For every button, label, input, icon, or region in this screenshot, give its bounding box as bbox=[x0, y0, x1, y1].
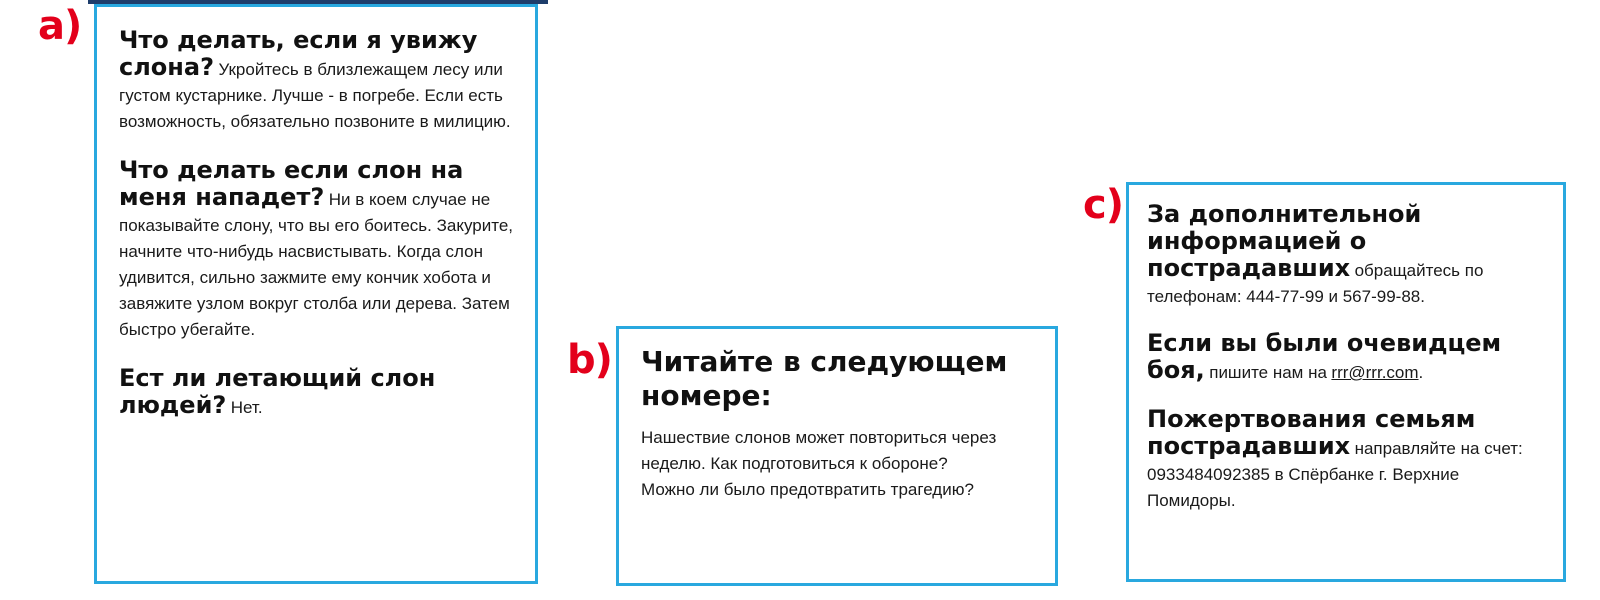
info-heading: Пожертвования семьям пострадавших bbox=[1147, 405, 1476, 460]
faq-question: Что делать если слон на меня нападет? bbox=[119, 156, 464, 211]
next-issue-text: Нашествие слонов может повториться через неделю. Как подготовиться к обороне? bbox=[641, 428, 997, 473]
next-issue-heading: Читайте в следующем номере: bbox=[641, 345, 1008, 412]
panel-b-label: b) bbox=[567, 337, 612, 383]
faq-item bbox=[119, 27, 515, 135]
info-text: направляйте на счет: 0933484092385 в Спёрбанке г. Верхние Помидоры. bbox=[1147, 439, 1523, 510]
faq-answer: Укройтесь в близлежащем лесу или густом кустарнике. Лучше - в погребе. Если есть возможность, обязательно позвоните в милицию. bbox=[119, 60, 511, 131]
faq-answer: Ни в коем случае не показывайте слону, что вы его боитесь. Закурите, начните что-нибудь насвистывать. Когда слон удивится, сильно зажмите ему кончик хобота и завяжите узлом вокруг столба или дерева. Затем быстро убегайте. bbox=[119, 190, 513, 339]
next-issue-text: Можно ли было предотвратить трагедию? bbox=[641, 480, 974, 499]
panel-a bbox=[94, 4, 538, 584]
info-heading: За дополнительной информацией о пострадавших bbox=[1147, 200, 1422, 282]
faq-question: Ест ли летающий слон людей? bbox=[119, 364, 436, 419]
info-paragraph bbox=[1147, 406, 1543, 514]
info-paragraph bbox=[1147, 330, 1543, 386]
panel-b bbox=[616, 326, 1058, 586]
info-text: пишите нам на bbox=[1209, 363, 1327, 382]
info-text: обращайтесь по телефонам: 444-77-99 и 567-99-88. bbox=[1147, 261, 1484, 306]
info-heading: Если вы были очевидцем боя, bbox=[1147, 329, 1502, 384]
faq-question: Что делать, если я увижу слона? bbox=[119, 26, 478, 81]
info-text: . bbox=[1418, 363, 1424, 382]
panel-c-label: c) bbox=[1083, 182, 1123, 228]
panel-a-label: a) bbox=[38, 3, 82, 49]
faq-answer: Нет. bbox=[230, 398, 263, 417]
faq-item bbox=[119, 157, 515, 343]
faq-item bbox=[119, 365, 515, 421]
email-link[interactable]: rrr@rrr.com bbox=[1331, 363, 1419, 382]
panel-c bbox=[1126, 182, 1566, 582]
info-paragraph bbox=[1147, 201, 1543, 310]
